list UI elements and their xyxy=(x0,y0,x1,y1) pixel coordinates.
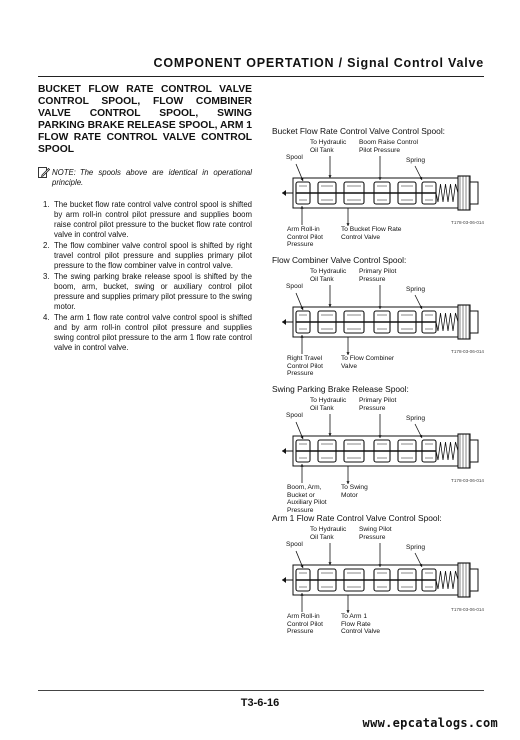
outlet-label: To Arm 1 Flow Rate Control Valve xyxy=(341,613,381,635)
spool-label: Spool xyxy=(286,412,303,419)
pilot-inlet-label: Primary Pilot Pressure xyxy=(359,397,397,412)
figure-column xyxy=(272,126,484,642)
pilot-input-label: Right Travel Control Pilot Pressure xyxy=(287,355,323,377)
figure-flow-combiner xyxy=(272,255,484,384)
figure-code: T178-03-06-014 xyxy=(451,607,484,612)
tank-port-label: To Hydraulic Oil Tank xyxy=(310,268,347,283)
list-item: 1. The bucket flow rate control valve control spool is shifted by arm roll-in control pilot pressure and supplies boom raise control pilot pressure to the bucket flow rate control valve in control valve. xyxy=(43,200,252,239)
tank-port-label: To Hydraulic Oil Tank xyxy=(310,139,347,154)
list-item: 2. The flow combiner valve control spool is shifted by right travel control pilot pressure and supplies primary pilot pressure to the flow combiner valve in control valve. xyxy=(43,241,252,270)
figure-caption: Bucket Flow Rate Control Valve Control Spool: xyxy=(272,126,446,136)
figure-bucket-flow-rate xyxy=(272,126,484,255)
spool-label: Spool xyxy=(286,541,303,548)
figure-code: T178-03-06-014 xyxy=(451,349,484,354)
pilot-inlet-label: Primary Pilot Pressure xyxy=(359,268,397,283)
page-title: COMPONENT OPERTATION / Signal Control Valve xyxy=(153,56,484,70)
pilot-inlet-label: Boom Raise Control Pilot Pressure xyxy=(359,139,419,154)
spring-label: Spring xyxy=(406,286,426,293)
outlet-label: To Flow Combiner Valve xyxy=(341,355,395,370)
figure-arm1-flow-rate xyxy=(272,513,484,642)
pencil-note-icon xyxy=(38,167,50,179)
note-text: The spools above are identical in operational principle. xyxy=(52,168,252,187)
spool-drawing xyxy=(272,126,484,255)
note xyxy=(38,168,252,188)
list-item: 3. The swing parking brake release spool is shifted by the boom, arm, bucket, swing or auxiliary control pilot pressure and supplies primary pilot pressure to the swing motor. xyxy=(43,272,252,311)
page-header xyxy=(38,52,484,77)
outlet-label: To Bucket Flow Rate Control Valve xyxy=(341,226,402,241)
pilot-input-label: Arm Roll-in Control Pilot Pressure xyxy=(287,226,323,248)
pilot-inlet-label: Swing Pilot Pressure xyxy=(359,526,392,541)
figure-caption: Flow Combiner Valve Control Spool: xyxy=(272,255,407,265)
figure-code: T178-03-06-014 xyxy=(451,220,484,225)
pilot-input-label: Boom, Arm, Bucket or Auxiliary Pilot Pressure xyxy=(287,484,327,514)
watermark: www.epcatalogs.com xyxy=(362,716,498,730)
spring-label: Spring xyxy=(406,157,426,164)
spool-drawing xyxy=(272,513,484,642)
text-column xyxy=(38,84,252,354)
page-number: T3-6-16 xyxy=(240,697,280,709)
spring-label: Spring xyxy=(406,415,426,422)
steps-list xyxy=(38,200,252,353)
outlet-label: To Swing Motor xyxy=(341,484,368,499)
spring-label: Spring xyxy=(406,544,426,551)
spool-label: Spool xyxy=(286,283,303,290)
figure-swing-parking-brake xyxy=(272,384,484,513)
figure-caption: Swing Parking Brake Release Spool: xyxy=(272,384,409,394)
list-item: 4. The arm 1 flow rate control valve control spool is shifted and by arm roll-in control pilot pressure and supplies swing control pilot pressure to the arm 1 flow rate control valve in control valve. xyxy=(43,313,252,352)
section-heading: BUCKET FLOW RATE CONTROL VALVE CONTROL SPOOL, FLOW COMBINER VALVE CONTROL SPOOL, SWING PARKING BRAKE RELEASE SPOOL, ARM 1 FLOW RATE CONTROL VALVE CONTROL SPOOL xyxy=(38,84,252,155)
figure-code: T178-03-06-014 xyxy=(451,478,484,483)
spool-drawing xyxy=(272,384,484,513)
spool-drawing xyxy=(272,255,484,384)
footer-rule xyxy=(38,690,484,691)
tank-port-label: To Hydraulic Oil Tank xyxy=(310,526,347,541)
figure-caption: Arm 1 Flow Rate Control Valve Control Spool: xyxy=(272,513,442,523)
spool-label: Spool xyxy=(286,154,303,161)
pilot-input-label: Arm Roll-in Control Pilot Pressure xyxy=(287,613,323,635)
note-label: NOTE: xyxy=(52,168,76,177)
tank-port-label: To Hydraulic Oil Tank xyxy=(310,397,347,412)
